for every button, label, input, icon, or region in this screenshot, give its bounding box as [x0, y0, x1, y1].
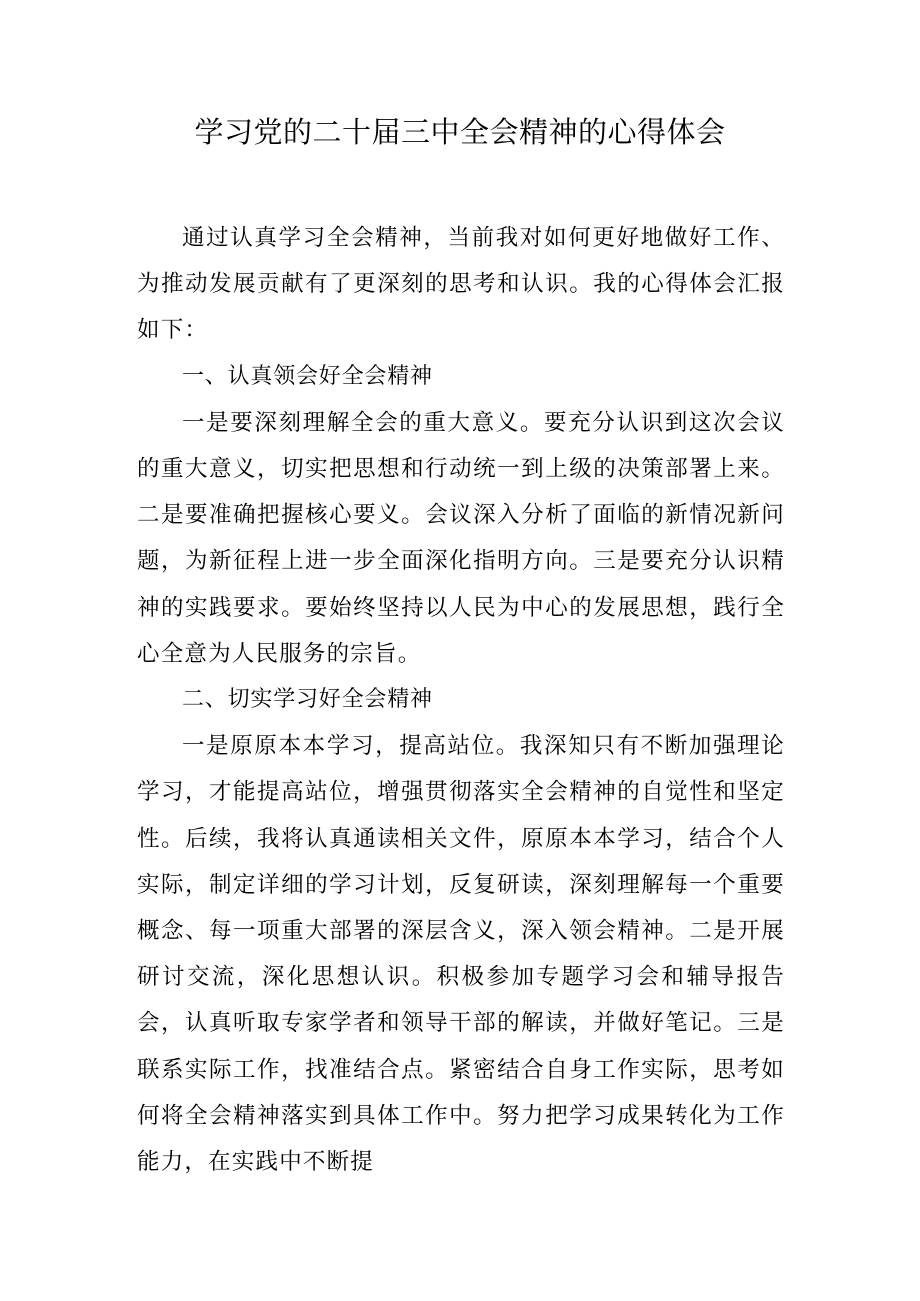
- document-body: [137, 215, 785, 1185]
- section-heading-2: 二、切实学习好全会精神: [182, 687, 433, 713]
- section-paragraph-2: 一是原原本本学习，提高站位。我深知只有不断加强理论学习，才能提高站位，增强贯彻落实全会精神的自觉性和坚定性。后续，我将认真通读相关文件，原原本本学习，结合个人实际，制定详细的学习计划，反复研读，深刻理解每一个重要概念、每一项重大部署的深层含义，深入领会精神。二是开展研讨交流，深化思想认识。积极参加专题学习会和辅导报告会，认真听取专家学者和领导干部的解读，并做好笔记。三是联系实际工作，找准结合点。紧密结合自身工作实际，思考如何将全会精神落实到具体工作中。努力把学习成果转化为工作能力，在实践中不断提: [137, 733, 785, 1176]
- intro-paragraph: 通过认真学习全会精神，当前我对如何更好地做好工作、为推动发展贡献有了更深刻的思考和认识。我的心得体会汇报如下：: [137, 225, 785, 344]
- document-title: 学习党的二十届三中全会精神的心得体会: [194, 115, 726, 149]
- section-heading-1: 一、认真领会好全会精神: [182, 363, 433, 389]
- section-paragraph-1: 一是要深刻理解全会的重大意义。要充分认识到这次会议的重大意义，切实把思想和行动统一到上级的决策部署上来。二是要准确把握核心要义。会议深入分析了面临的新情况新问题，为新征程上进一步全面深化指明方向。三是要充分认识精神的实践要求。要始终坚持以人民为中心的发展思想，践行全心全意为人民服务的宗旨。: [137, 409, 785, 667]
